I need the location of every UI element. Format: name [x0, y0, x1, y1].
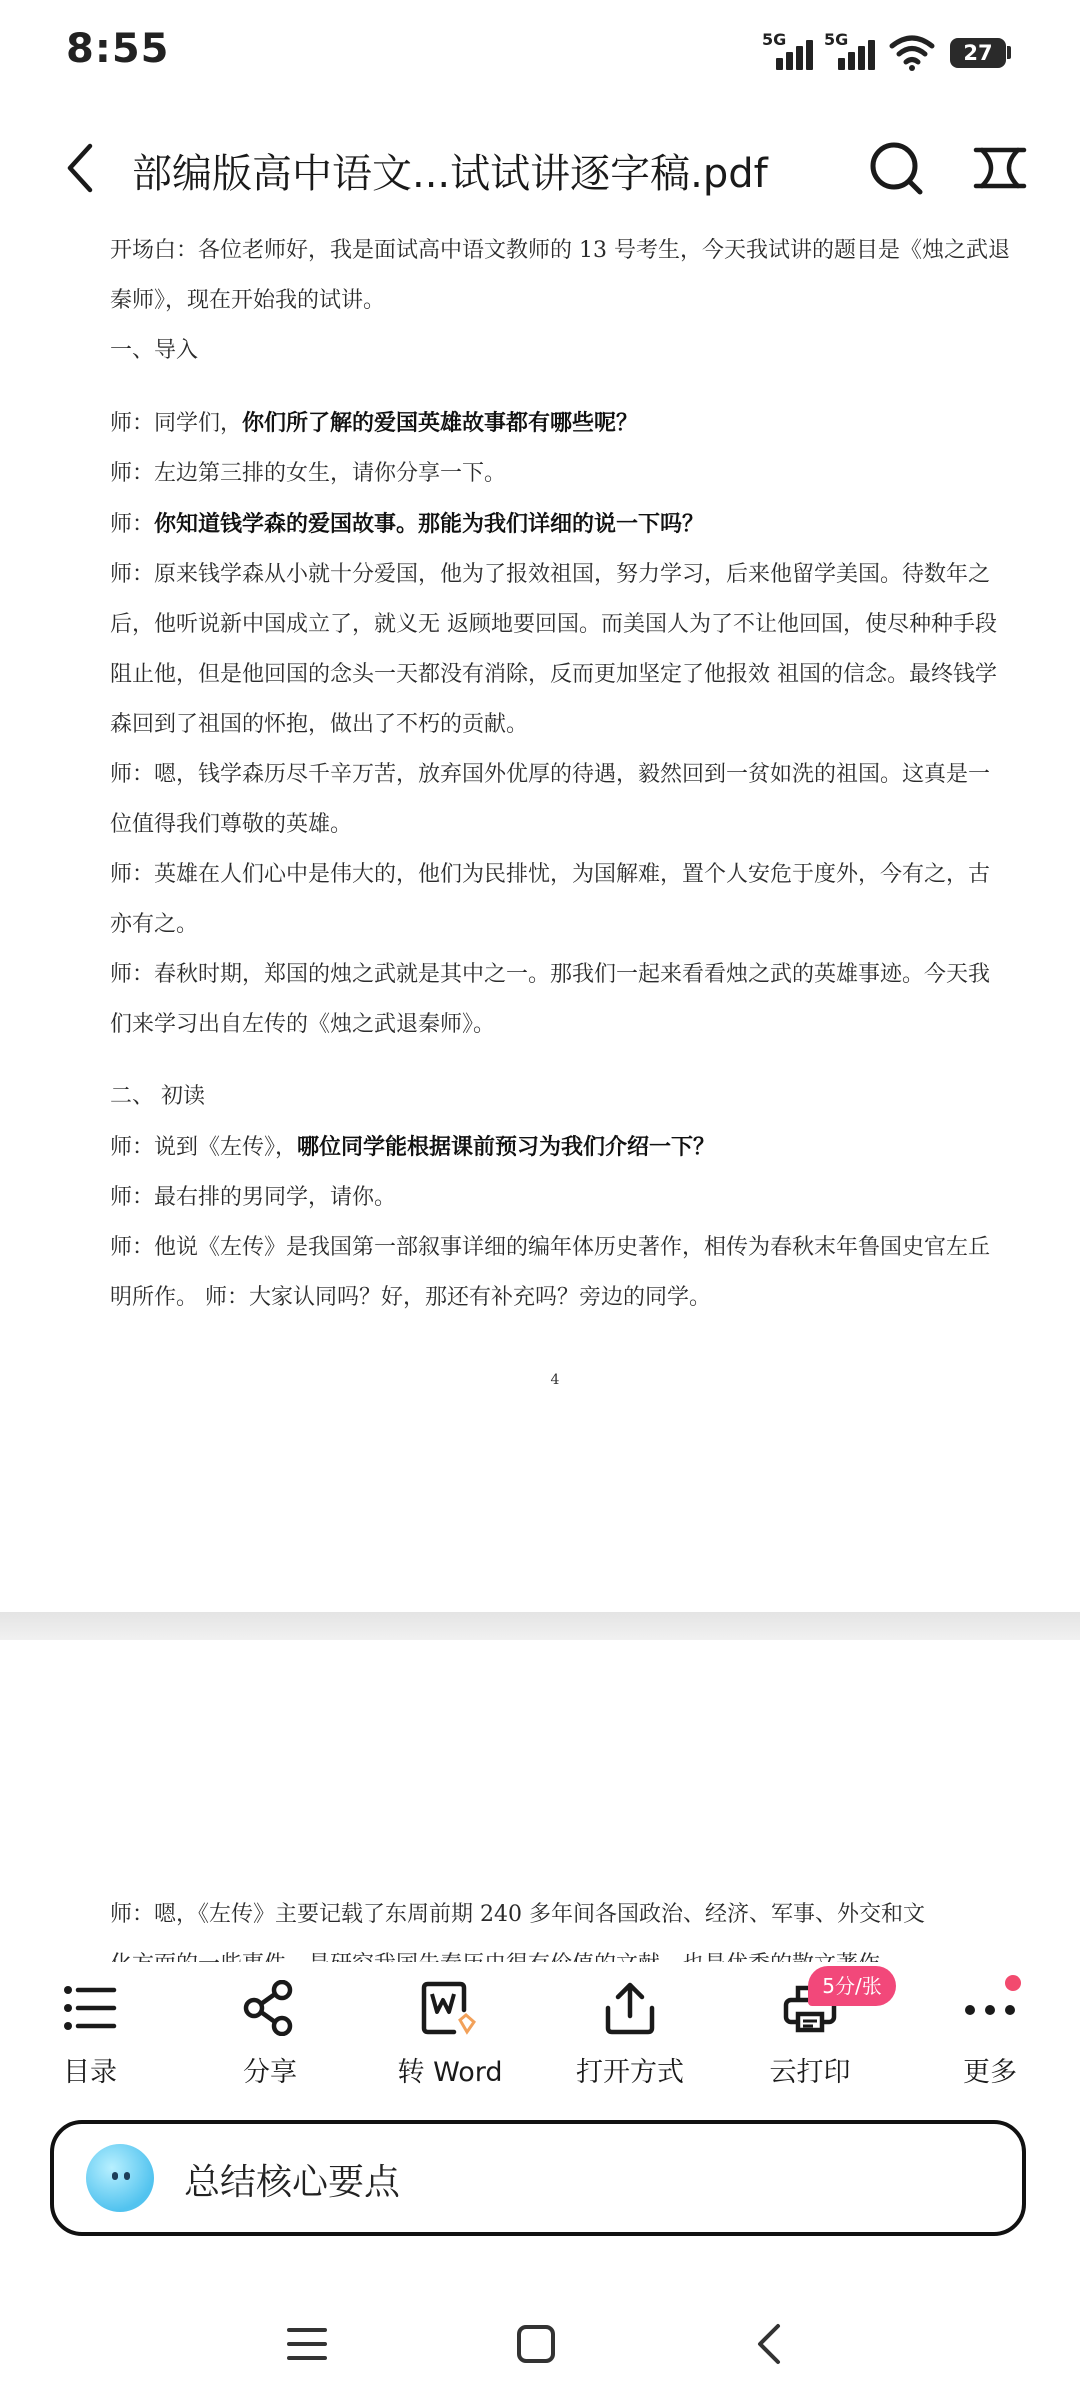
- ai-summary-button[interactable]: [50, 2120, 1026, 2236]
- convert-word-button[interactable]: [375, 1980, 525, 2096]
- document-paragraph: [110, 750, 1010, 850]
- search-icon[interactable]: [864, 136, 928, 200]
- text-run: 师：春秋时期，郑国的烛之武就是其中之一。那我们一起来看看烛之武的英雄事迹。今天我们来学习出自左传的《烛之武退秦师》。: [110, 962, 991, 1037]
- document-paragraph: [110, 1173, 1010, 1223]
- document-body: [110, 226, 1010, 1323]
- document-paragraph: [110, 850, 1010, 950]
- document-paragraph: [110, 950, 1010, 1050]
- list-icon: [60, 1980, 120, 2036]
- collapse-menu-icon[interactable]: [972, 136, 1028, 200]
- document-paragraph: [110, 449, 1010, 499]
- text-run: 师：说到《左传》，: [110, 1135, 298, 1160]
- text-run: 师：他说《左传》是我国第一部叙事详细的编年体历史著作，相传为春秋末年鲁国史官左丘明所作。 师：大家认同吗？好，那还有补充吗？旁边的同学。: [110, 1235, 991, 1310]
- page-separator: [0, 1612, 1080, 1640]
- bottom-toolbar: [0, 1962, 1080, 2102]
- ai-summary-label: 总结核心要点: [184, 2162, 401, 2203]
- print-price-badge: 5分/张: [808, 1966, 896, 2006]
- more-label: 更多: [963, 2057, 1017, 2088]
- share-label: 分享: [243, 2057, 297, 2088]
- battery-icon: 27: [950, 38, 1006, 68]
- open-with-label: 打开方式: [576, 2057, 684, 2088]
- system-back-icon[interactable]: [752, 2322, 788, 2366]
- bold-text-run: 你知道钱学森的爱国故事。那能为我们详细的说一下吗？: [154, 511, 705, 537]
- battery-tip: [1007, 46, 1011, 59]
- document-paragraph: [110, 398, 1010, 449]
- text-run: 师：原来钱学森从小就十分爱国，他为了报效祖国，努力学习，后来他留学美国。待数年之后，他听说新中国成立了，就义无 返顾地要回国。而美国人为了不让他回国，使尽种种手段阻止他，但是他回国的念头一天都没有消除，反而更加坚定了他报效 祖国的信念。最终钱学森回到了祖国的怀抱，做出了不朽的贡献。: [110, 562, 997, 737]
- share-button[interactable]: [195, 1980, 345, 2096]
- text-run: 师：: [110, 512, 155, 537]
- more-button[interactable]: [915, 1980, 1065, 2096]
- document-title: 部编版高中语文...试试讲逐字稿.pdf: [132, 151, 768, 197]
- home-icon[interactable]: [516, 2324, 556, 2364]
- open-with-button[interactable]: [555, 1980, 705, 2096]
- document-paragraph: [110, 226, 1010, 326]
- text-run: 师：左边第三排的女生，请你分享一下。: [110, 461, 507, 486]
- text-run: 师：英雄在人们心中是伟大的，他们为民排忧，为国解难，置个人安危于度外，今有之，古亦有之。: [110, 862, 991, 937]
- notification-dot: [1005, 1975, 1021, 1991]
- text-run: 师：最右排的男同学，请你。: [110, 1185, 397, 1210]
- paragraph-gap: [110, 376, 1010, 398]
- paragraph-gap: [110, 1050, 1010, 1072]
- network-type-label: 5G: [762, 30, 787, 49]
- word-convert-icon: [420, 1980, 480, 2036]
- status-bar: [0, 0, 1080, 108]
- cloud-print-label: 云打印: [769, 2057, 851, 2088]
- recent-apps-icon[interactable]: [286, 2324, 328, 2364]
- document-paragraph: [110, 1122, 1010, 1173]
- convert-word-label: 转 Word: [397, 2057, 503, 2088]
- toc-button[interactable]: [15, 1980, 165, 2096]
- share-icon: [240, 1980, 300, 2036]
- document-paragraph: [110, 1223, 1010, 1323]
- back-icon[interactable]: [54, 138, 114, 198]
- wifi-icon: [888, 32, 936, 72]
- system-navigation-bar: [0, 2290, 1080, 2401]
- network-type-label: 5G: [824, 30, 849, 49]
- document-paragraph: [110, 499, 1010, 550]
- app-header: [0, 120, 1080, 220]
- bold-text-run: 你们所了解的爱国英雄故事都有哪些呢？: [242, 410, 639, 436]
- document-paragraph: [110, 550, 1010, 750]
- text-run: 师：同学们，: [110, 411, 243, 436]
- text-run: 一、导入: [110, 338, 199, 363]
- signal-icon: [762, 30, 814, 70]
- text-run: 开场白：各位老师好，我是面试高中语文教师的 13 号考生，今天我试讲的题目是《烛之武退秦师》，现在开始我的试讲。: [110, 238, 1010, 313]
- assistant-avatar-icon: [86, 2144, 154, 2212]
- bold-text-run: 哪位同学能根据课前预习为我们介绍一下？: [297, 1134, 716, 1160]
- clock: 8:55: [66, 26, 170, 72]
- toc-label: 目录: [63, 2057, 117, 2088]
- document-paragraph: [110, 326, 1010, 376]
- signal-icon: [824, 30, 876, 70]
- document-paragraph: [110, 1072, 1010, 1122]
- text-run: 二、 初读: [110, 1084, 205, 1109]
- page-number: 4: [550, 1372, 560, 1388]
- open-with-icon: [600, 1980, 660, 2036]
- text-run: 师：嗯，钱学森历尽千辛万苦，放弃国外优厚的待遇，毅然回到一贫如洗的祖国。这真是一位值得我们尊敬的英雄。: [110, 762, 991, 837]
- pdf-page[interactable]: [0, 222, 1080, 1617]
- next-page-line: 师：嗯，《左传》主要记载了东周前期 240 多年间各国政治、经济、军事、外交和文: [110, 1902, 925, 1927]
